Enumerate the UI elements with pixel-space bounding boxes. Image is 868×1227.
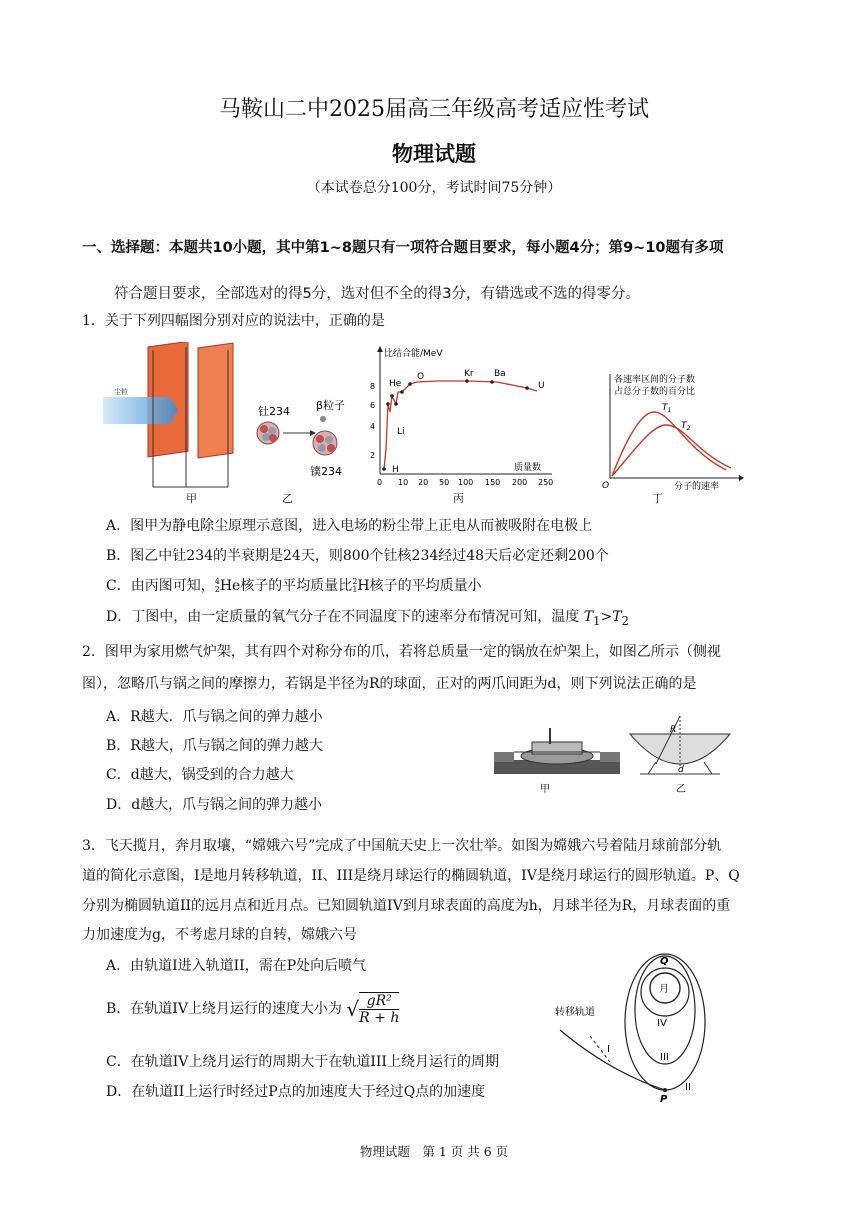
orbit-II: II <box>685 1082 691 1093</box>
q3-option-c: C．在轨道IV上绕月运行的周期大于在轨道III上绕月运行的周期 <box>106 1054 499 1070</box>
section-heading-line1: 一、选择题：本题共10小题，其中第1~8题只有一项符合题目要求，每小题4分；第9~10题有多项 <box>82 240 724 256</box>
q2-option-d: D．d越大，爪与锅之间的弹力越小 <box>106 797 323 813</box>
ytick: 6 <box>370 401 376 410</box>
ding-ylabel1: 各速率区间的分子数 <box>614 375 696 385</box>
label-H: H <box>392 465 399 475</box>
beta-label: β粒子 <box>316 399 346 412</box>
transfer-orbit-label: 转移轨道 <box>555 1007 595 1018</box>
orbit-III: III <box>660 1052 669 1063</box>
orbit-I: I <box>607 1044 610 1055</box>
q2-option-a: A．R越大．爪与锅之间的弹力越小 <box>106 709 323 725</box>
q2-fig-d: d <box>678 765 684 775</box>
xtick: 10 <box>398 478 409 487</box>
q1-fig-yi-caption: 乙 <box>282 492 293 505</box>
q3-stem-line4: 力加速度为g，不考虑月球的自转，嫦娥六号 <box>82 927 357 943</box>
q1-fig-jia-caption: 甲 <box>186 492 197 505</box>
q3-stem-line1: 3．飞天揽月，奔月取壤，“嫦娥六号”完成了中国航天史上一次壮举。如图为嫦娥六号着陆月球前部分轨 <box>82 838 722 854</box>
q2-stem-line2: 图），忽略爪与锅之间的摩擦力，若锅是半径为R的球面，正对的两爪间距为d，则下列说法正确的是 <box>82 676 697 692</box>
q2-option-b: B．R越大，爪与锅之间的弹力越大 <box>106 738 323 754</box>
xtick: 0 <box>377 478 383 487</box>
q1-figure-yi <box>248 395 358 485</box>
xtick: 200 <box>512 478 528 487</box>
section-heading-line2: 符合题目要求，全部选对的得5分，选对但不全的得3分，有错选或不选的得零分。 <box>114 286 640 302</box>
label-Li: Li <box>397 427 405 437</box>
q2-fig-R: R <box>670 725 677 735</box>
ytick: 2 <box>370 451 376 460</box>
exam-title: 马鞍山二中2025届高三年级高考适应性考试 <box>219 97 649 122</box>
q1-figure-ding <box>596 370 746 490</box>
ding-origin: O <box>602 481 610 490</box>
q1-fig-ding-caption: 丁 <box>652 492 663 505</box>
q3-option-d: D．在轨道II上运行时经过P点的加速度大于经过Q点的加速度 <box>106 1084 486 1100</box>
xtick: 250 <box>538 478 554 487</box>
subject-title: 物理试题 <box>392 141 476 166</box>
point-P: P <box>660 1094 668 1104</box>
bing-xlabel: 质量数 <box>514 463 542 473</box>
q1-figure-jia <box>98 342 248 502</box>
q1-option-d: D．丁图中，由一定质量的氧气分子在不同温度下的速率分布情况可知，温度 $T_1>T_2$ <box>106 609 629 628</box>
q3-option-a: A．由轨道I进入轨道II，需在P处向后喷气 <box>106 958 367 974</box>
moon-label: 月 <box>659 984 669 995</box>
ding-T1: $T_1$ <box>662 403 672 414</box>
q2-figure-yi <box>626 712 734 798</box>
label-Ba: Ba <box>494 369 506 379</box>
label-Kr: Kr <box>464 369 474 379</box>
ytick: 8 <box>370 382 376 391</box>
q1-option-a: A．图甲为静电除尘原理示意图，进入电场的粉尘带上正电从而被吸附在电极上 <box>106 518 593 534</box>
xtick: 150 <box>485 478 501 487</box>
q2-figure-jia <box>492 722 622 797</box>
label-He: He <box>389 379 402 389</box>
xtick: 100 <box>458 478 474 487</box>
ding-ylabel2: 占总分子数的百分比 <box>614 387 696 397</box>
xtick: 20 <box>418 478 429 487</box>
q1-option-b: B．图乙中钍234的半衰期是24天，则800个钍核234经过48天后必定还剩200个 <box>106 548 609 564</box>
q2-stem-line1: 2．图甲为家用燃气炉架，其有四个对称分布的爪，若将总质量一定的锅放在炉架上，如图乙所示（侧视 <box>82 644 721 660</box>
protactinium-label: 镤234 <box>310 465 342 478</box>
point-Q: Q <box>660 956 669 967</box>
airflow-label: 尘粒 <box>114 388 128 396</box>
q3-stem-line3: 分别为椭圆轨道II的远月点和近月点。已知圆轨道IV到月球表面的高度为h，月球半径为R，月球表面的重 <box>82 898 731 914</box>
exam-note: （本试卷总分100分，考试时间75分钟） <box>306 180 562 196</box>
ding-xlabel: 分子的速率 <box>674 482 720 490</box>
q3-stem-line2: 道的简化示意图，I是地月转移轨道，II、III是绕月球运行的椭圆轨道，IV是绕月球运行的圆形轨道。P、Q <box>82 868 740 884</box>
bing-ylabel: 比结合能/MeV <box>384 349 443 359</box>
q3-option-b: B．在轨道IV上绕月运行的速度大小为 √ $\frac{\text{gR²}}{R + h}$ <box>106 993 400 1026</box>
label-U: U <box>538 381 545 391</box>
ding-T2: $T_2$ <box>681 421 691 432</box>
q1-stem: 1．关于下列四幅图分别对应的说法中，正确的是 <box>82 313 385 329</box>
q1-option-c: C．由丙图可知，4 2He核子的平均质量比2 1H核子的平均质量小 <box>106 577 482 594</box>
xtick: 50 <box>439 478 450 487</box>
q2-yi-caption: 乙 <box>676 784 686 795</box>
ytick: 4 <box>370 422 376 431</box>
orbit-IV: IV <box>657 1018 667 1029</box>
q1-fig-bing-caption: 丙 <box>453 492 464 505</box>
q2-option-c: C．d越大，锅受到的合力越大 <box>106 767 294 783</box>
q1-figure-bing <box>362 344 562 494</box>
label-O: O <box>417 372 425 382</box>
q2-jia-caption: 甲 <box>540 784 550 795</box>
thorium-label: 钍234 <box>258 405 290 418</box>
page-footer: 物理试题 第 1 页 共 6 页 <box>359 1144 509 1159</box>
q3-orbit-figure <box>550 952 722 1104</box>
